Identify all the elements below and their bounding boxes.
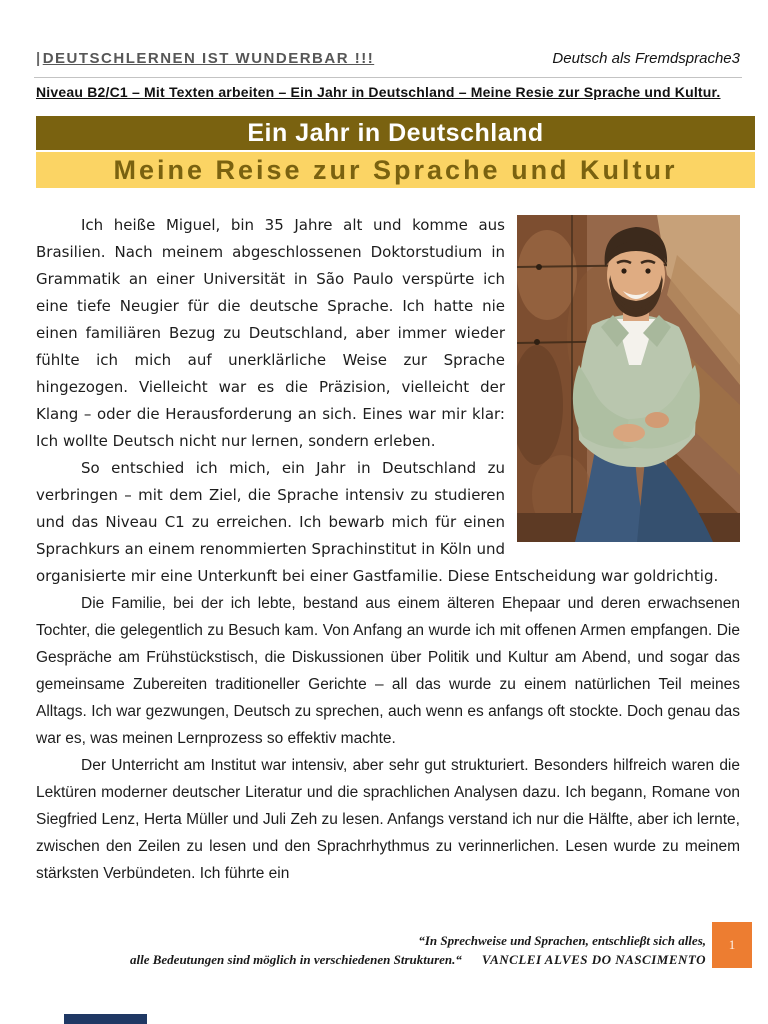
header-divider: [34, 77, 742, 78]
paragraph-institute: Der Unterricht am Institut war intensiv, aber sehr gut strukturiert. Besonders hilfreich waren die Lektüren moderner deutscher Literatur und die sprachlichen Analysen dazu. Ich begann, Romane von Siegfried Lenz, Herta Müller und Juli Zeh zu lesen. Anfangs verstand ich nur die Hälfte, aber ich lernte, zwischen den Zeilen zu lesen und den Sprachrhythmus zu verinnerlichen. Lesen wurde zu meinem stärksten Verbündeten. Ich führte ein: [36, 757, 740, 882]
page-header: [36, 50, 740, 67]
margin-fragment: |: [36, 50, 42, 67]
page-number-badge: 1: [712, 922, 752, 968]
paragraph-decision: So entschied ich mich, ein Jahr in Deutschland zu verbringen – mit dem Ziel, die Sprache intensiv zu studieren und das Niveau C1 zu erreichen. Ich bewarb mich für einen Sprachkurs an einem renommierten Sprachinstitut in Köln und organisierte mir eine Unterkunft bei einer Gastfamilie. Diese Entscheidung war goldrichtig.: [36, 459, 719, 585]
main-title-banner: Ein Jahr in Deutschland: [36, 116, 755, 150]
footer-quote-line1: “In Sprechweise und Sprachen, entschlieβt sich alles,: [418, 933, 706, 948]
level-subheader: Niveau B2/C1 – Mit Texten arbeiten – Ein Jahr in Deutschland – Meine Resie zur Sprache und Kultur.: [36, 84, 721, 100]
header-left-title: [36, 50, 374, 67]
header-left-text: DEUTSCHLERNEN IST WUNDERBAR !!!: [42, 50, 375, 67]
footer-quote: [56, 931, 706, 969]
paragraph-host-family: Die Familie, bei der ich lebte, bestand aus einem älteren Ehepaar und deren erwachsenen Tochter, die gelegentlich zu Besuch kam. Von Anfang an wurde ich mit offenen Armen empfangen. Die Gespräche am Frühstückstisch, die Diskussionen über Politik und Kultur am Abend, und sogar das gemeinsame Zubereiten traditioneller Gerichte – all das wurde zu einem natürlichen Teil meines Alltags. Ich war gezwungen, Deutsch zu sprechen, auch wenn es anfangs oft stockte. Doch genau das war es, was meinen Lernprozess so effektiv machte.: [36, 595, 740, 747]
bottom-navy-bar: [64, 1014, 147, 1024]
article-body: [36, 212, 740, 887]
footer-quote-line2: [56, 950, 706, 969]
header-right-title: Deutsch als Fremdsprache3: [552, 50, 740, 67]
portrait-photo: [517, 215, 740, 542]
footer-quote-line2-text: alle Bedeutungen sind möglich in verschiedenen Strukturen.“: [130, 952, 462, 967]
subtitle-banner: Meine Reise zur Sprache und Kultur: [36, 152, 755, 188]
footer-attribution: VANCLEI ALVES DO NASCIMENTO: [481, 952, 706, 967]
paragraph-intro: Ich heiße Miguel, bin 35 Jahre alt und komme aus Brasilien. Nach meinem abgeschlossenen Doktorstudium in Grammatik an einer Universität in São Paulo verspürte ich eine tiefe Neugier für die deutsche Sprache. Ich hatte nie einen familiären Bezug zu Deutschland, aber immer wieder fühlte ich mich auf unerklärliche Weise zur Sprache hingezogen. Vielleicht war es die Präzision, vielleicht der Klang – oder die Herausforderung an sich. Eines war mir klar: Ich wollte Deutsch nicht nur lernen, sondern erleben.: [36, 216, 505, 450]
